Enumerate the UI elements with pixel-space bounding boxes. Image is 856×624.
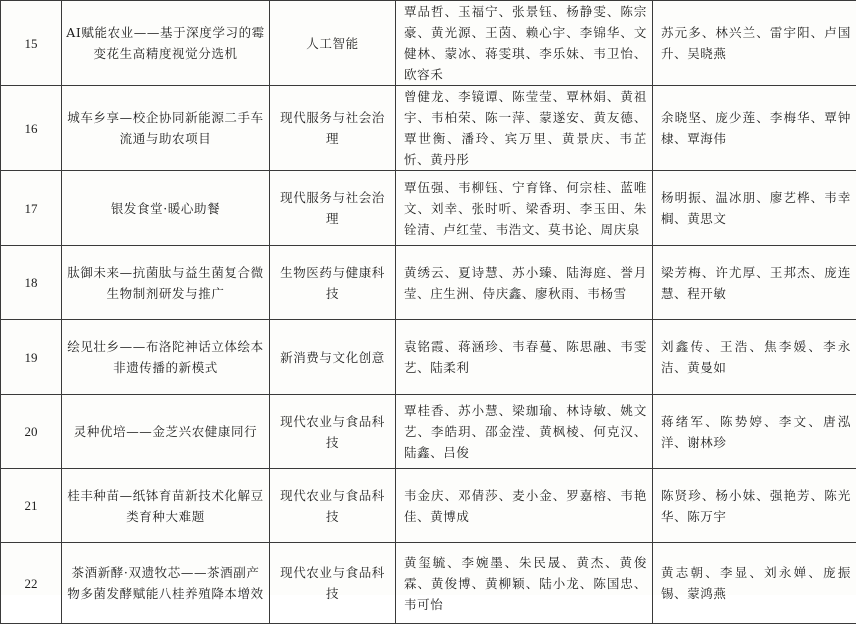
advisors: 黄志朝、李显、刘永婵、庞振锡、蒙鸿燕 — [653, 543, 856, 624]
advisors: 刘鑫传、王浩、焦李媛、李永洁、黄曼如 — [653, 320, 856, 395]
table-row — [1, 320, 856, 395]
team-members: 黄玺毓、李婉墨、朱民晟、黄杰、黄俊霖、黄俊博、黄柳颖、陆小龙、陈国忠、韦可怡 — [396, 543, 653, 624]
project-name: 银发食堂·暖心助餐 — [62, 171, 270, 246]
row-number: 17 — [1, 171, 62, 246]
table-row — [1, 395, 856, 469]
project-name: 城车乡享—校企协同新能源二手车流通与助农项目 — [62, 86, 270, 171]
project-field: 现代农业与食品科技 — [270, 469, 396, 543]
project-field: 现代农业与食品科技 — [270, 543, 396, 624]
row-number: 22 — [1, 543, 62, 624]
row-number: 21 — [1, 469, 62, 543]
project-name: 绘见壮乡——布洛陀神话立体绘本非遗传播的新模式 — [62, 320, 270, 395]
project-field: 现代服务与社会治理 — [270, 86, 396, 171]
team-members: 曾健龙、李镜谭、陈莹莹、覃林娟、黄祖宇、韦柏荣、陈一萍、蒙遂安、黄友德、覃世衡、潘玲、宾万里、黄景庆、韦芷忻、黄丹彤 — [396, 86, 653, 171]
row-number: 18 — [1, 246, 62, 320]
team-members: 韦金庆、邓倩莎、麦小金、罗嘉榕、韦艳佳、黄博成 — [396, 469, 653, 543]
project-field: 人工智能 — [270, 1, 396, 86]
team-members: 黄绣云、夏诗慧、苏小臻、陆海庭、誉月莹、庄生洲、侍庆鑫、廖秋雨、韦杨雪 — [396, 246, 653, 320]
project-field: 现代服务与社会治理 — [270, 171, 396, 246]
table-row — [1, 246, 856, 320]
project-field: 现代农业与食品科技 — [270, 395, 396, 469]
table-row — [1, 469, 856, 543]
advisors: 杨明振、温冰朋、廖艺桦、韦幸榈、黄思文 — [653, 171, 856, 246]
row-number: 19 — [1, 320, 62, 395]
table-row — [1, 86, 856, 171]
advisors: 蒋绪军、陈势婷、李文、唐泓洋、谢林珍 — [653, 395, 856, 469]
project-field: 生物医药与健康科技 — [270, 246, 396, 320]
team-members: 覃桂香、苏小慧、梁珈瑜、林诗敏、姚文艺、李皓玥、邵金滢、黄枫棱、何克汉、陆鑫、吕俊 — [396, 395, 653, 469]
project-name: AI赋能农业——基于深度学习的霉变花生高精度视觉分选机 — [62, 1, 270, 86]
advisors: 苏元多、林兴兰、雷宇阳、卢国升、吴晓燕 — [653, 1, 856, 86]
project-name: 茶酒新酵·双遗牧芯——茶酒副产物多菌发酵赋能八桂养殖降本增效 — [62, 543, 270, 624]
row-number: 20 — [1, 395, 62, 469]
advisors: 梁芳梅、许尤厚、王邦杰、庞连慧、程开敏 — [653, 246, 856, 320]
advisors: 陈贤珍、杨小妹、强艳芳、陈光华、陈万宇 — [653, 469, 856, 543]
table-row — [1, 1, 856, 86]
project-field: 新消费与文化创意 — [270, 320, 396, 395]
table-row — [1, 543, 856, 624]
row-number: 16 — [1, 86, 62, 171]
advisors: 余晓坚、庞少莲、李梅华、覃钟棣、覃海伟 — [653, 86, 856, 171]
team-members: 袁铭霞、蒋涵珍、韦春蔓、陈思融、韦雯艺、陆柔利 — [396, 320, 653, 395]
table-row — [1, 171, 856, 246]
project-name: 肽御未来—抗菌肽与益生菌复合微生物制剂研发与推广 — [62, 246, 270, 320]
project-name: 灵种优培——金芝兴农健康同行 — [62, 395, 270, 469]
team-members: 覃品哲、玉福宁、张景钰、杨静雯、陈宗豪、黄光源、王茵、赖心宇、李锦华、文健林、蒙冰、蒋雯琪、李乐妹、韦卫怡、欧容禾 — [396, 1, 653, 86]
row-number: 15 — [1, 1, 62, 86]
team-members: 覃伍强、韦柳钰、宁育锋、何宗桂、蓝唯文、刘幸、张时听、梁香玥、李玉田、朱铨清、卢红莹、韦浩文、莫书论、周庆泉 — [396, 171, 653, 246]
project-name: 桂丰种苗—纸钵育苗新技术化解豆类育种大难题 — [62, 469, 270, 543]
